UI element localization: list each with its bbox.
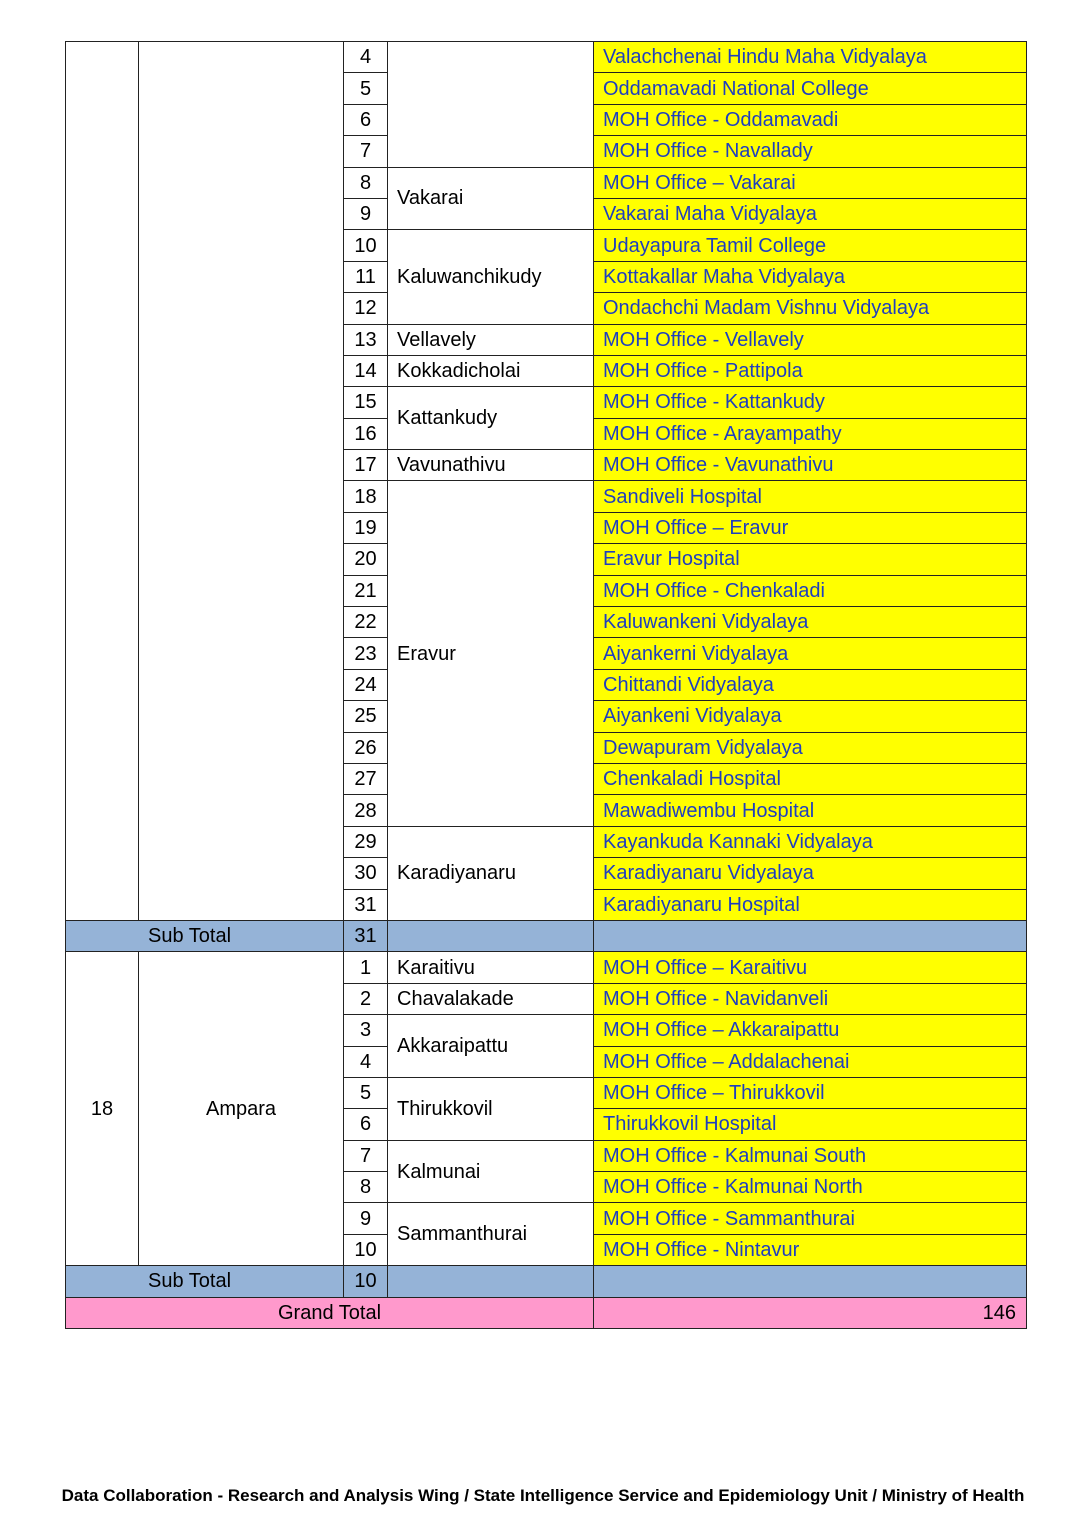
- row-number: 31: [344, 889, 388, 920]
- grand-total-value: 146: [594, 1297, 1027, 1328]
- row-number: 9: [344, 198, 388, 229]
- subtotal-value: 10: [344, 1266, 388, 1297]
- site-name: Aiyankeni Vidyalaya: [594, 701, 1027, 732]
- subtotal-empty: [388, 920, 594, 951]
- row-number: 28: [344, 795, 388, 826]
- site-name: Mawadiwembu Hospital: [594, 795, 1027, 826]
- area-name: Chavalakade: [388, 983, 594, 1014]
- site-name: MOH Office - Kalmunai South: [594, 1140, 1027, 1171]
- site-name: MOH Office - Oddamavadi: [594, 104, 1027, 135]
- site-name: Chittandi Vidyalaya: [594, 669, 1027, 700]
- site-name: MOH Office - Chenkaladi: [594, 575, 1027, 606]
- site-name: Sandiveli Hospital: [594, 481, 1027, 512]
- row-number: 13: [344, 324, 388, 355]
- subtotal-label: Sub Total: [66, 920, 344, 951]
- subtotal-row: [66, 1266, 1027, 1297]
- site-name: Valachchenai Hindu Maha Vidyalaya: [594, 42, 1027, 73]
- site-name: MOH Office - Navidanveli: [594, 983, 1027, 1014]
- row-number: 2: [344, 983, 388, 1014]
- row-number: 23: [344, 638, 388, 669]
- site-name: Karadiyanaru Hospital: [594, 889, 1027, 920]
- site-name: MOH Office - Navallady: [594, 136, 1027, 167]
- row-number: 27: [344, 763, 388, 794]
- area-name: Kattankudy: [388, 387, 594, 450]
- area-name: Kokkadicholai: [388, 355, 594, 386]
- site-name: MOH Office - Vellavely: [594, 324, 1027, 355]
- site-name: MOH Office - Arayampathy: [594, 418, 1027, 449]
- row-number: 4: [344, 1046, 388, 1077]
- table-row: [66, 952, 1027, 983]
- row-number: 24: [344, 669, 388, 700]
- site-name: MOH Office - Pattipola: [594, 355, 1027, 386]
- site-name: Karadiyanaru Vidyalaya: [594, 858, 1027, 889]
- site-name: Chenkaladi Hospital: [594, 763, 1027, 794]
- area-cell: [388, 42, 594, 168]
- area-name: Vakarai: [388, 167, 594, 230]
- row-number: 9: [344, 1203, 388, 1234]
- row-number: 26: [344, 732, 388, 763]
- site-name: MOH Office - Kalmunai North: [594, 1172, 1027, 1203]
- site-name: MOH Office – Eravur: [594, 512, 1027, 543]
- site-name: MOH Office - Nintavur: [594, 1234, 1027, 1265]
- region-name: Ampara: [139, 952, 344, 1266]
- site-name: Eravur Hospital: [594, 544, 1027, 575]
- site-name: MOH Office – Addalachenai: [594, 1046, 1027, 1077]
- row-number: 12: [344, 293, 388, 324]
- site-name: Dewapuram Vidyalaya: [594, 732, 1027, 763]
- row-number: 7: [344, 1140, 388, 1171]
- area-name: Eravur: [388, 481, 594, 826]
- region-name-cell: [139, 42, 344, 921]
- row-number: 7: [344, 136, 388, 167]
- row-number: 29: [344, 826, 388, 857]
- row-number: 17: [344, 450, 388, 481]
- subtotal-label: Sub Total: [66, 1266, 344, 1297]
- site-name: MOH Office – Akkaraipattu: [594, 1015, 1027, 1046]
- area-name: Sammanthurai: [388, 1203, 594, 1266]
- site-name: MOH Office - Kattankudy: [594, 387, 1027, 418]
- area-name: Kalmunai: [388, 1140, 594, 1203]
- row-number: 4: [344, 42, 388, 73]
- row-number: 20: [344, 544, 388, 575]
- page-footer: Data Collaboration - Research and Analysis Wing / State Intelligence Service and Epidemiology Unit / Ministry of Health: [61, 1486, 1025, 1505]
- subtotal-empty: [594, 1266, 1027, 1297]
- row-number: 8: [344, 1172, 388, 1203]
- grand-total-row: [66, 1297, 1027, 1328]
- region-no-cell: [66, 42, 139, 921]
- row-number: 16: [344, 418, 388, 449]
- subtotal-row: [66, 920, 1027, 951]
- site-name: MOH Office - Sammanthurai: [594, 1203, 1027, 1234]
- row-number: 22: [344, 607, 388, 638]
- row-number: 25: [344, 701, 388, 732]
- subtotal-empty: [388, 1266, 594, 1297]
- table-row: [66, 42, 1027, 73]
- area-name: Karaitivu: [388, 952, 594, 983]
- subtotal-empty: [594, 920, 1027, 951]
- site-name: MOH Office - Vavunathivu: [594, 450, 1027, 481]
- area-name: Thirukkovil: [388, 1077, 594, 1140]
- row-number: 8: [344, 167, 388, 198]
- site-name: Aiyankerni Vidyalaya: [594, 638, 1027, 669]
- site-name: Kaluwankeni Vidyalaya: [594, 607, 1027, 638]
- row-number: 6: [344, 104, 388, 135]
- row-number: 1: [344, 952, 388, 983]
- row-number: 19: [344, 512, 388, 543]
- site-name: Thirukkovil Hospital: [594, 1109, 1027, 1140]
- site-name: Kayankuda Kannaki Vidyalaya: [594, 826, 1027, 857]
- site-name: Ondachchi Madam Vishnu Vidyalaya: [594, 293, 1027, 324]
- row-number: 10: [344, 1234, 388, 1265]
- site-name: Kottakallar Maha Vidyalaya: [594, 261, 1027, 292]
- row-number: 11: [344, 261, 388, 292]
- row-number: 30: [344, 858, 388, 889]
- row-number: 21: [344, 575, 388, 606]
- row-number: 6: [344, 1109, 388, 1140]
- site-name: Vakarai Maha Vidyalaya: [594, 198, 1027, 229]
- area-name: Karadiyanaru: [388, 826, 594, 920]
- area-name: Vavunathivu: [388, 450, 594, 481]
- site-name: MOH Office – Thirukkovil: [594, 1077, 1027, 1108]
- grand-total-label: Grand Total: [66, 1297, 594, 1328]
- area-name: Kaluwanchikudy: [388, 230, 594, 324]
- site-name: MOH Office – Vakarai: [594, 167, 1027, 198]
- area-name: Akkaraipattu: [388, 1015, 594, 1078]
- row-number: 15: [344, 387, 388, 418]
- site-name: Udayapura Tamil College: [594, 230, 1027, 261]
- row-number: 10: [344, 230, 388, 261]
- site-name: MOH Office – Karaitivu: [594, 952, 1027, 983]
- region-number: 18: [66, 952, 139, 1266]
- subtotal-value: 31: [344, 920, 388, 951]
- row-number: 5: [344, 1077, 388, 1108]
- row-number: 5: [344, 73, 388, 104]
- area-name: Vellavely: [388, 324, 594, 355]
- row-number: 3: [344, 1015, 388, 1046]
- row-number: 14: [344, 355, 388, 386]
- row-number: 18: [344, 481, 388, 512]
- vaccination-sites-table: [65, 41, 1027, 1329]
- site-name: Oddamavadi National College: [594, 73, 1027, 104]
